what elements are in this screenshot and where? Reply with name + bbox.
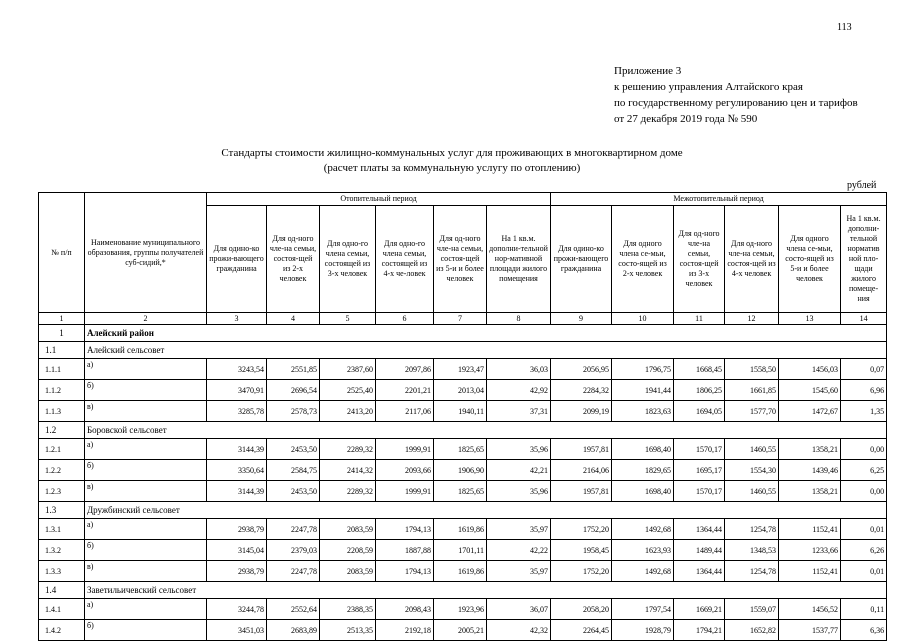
table-cell: 1254,78	[725, 519, 779, 540]
col-header-heating: На 1 кв.м. дополни-тельной нор-мативной площади жилого помещения	[487, 206, 551, 313]
table-cell: 0,01	[841, 561, 887, 582]
table-cell: 1940,11	[434, 401, 487, 422]
row-code: 1.1.3	[39, 401, 85, 422]
table-cell: 1492,68	[612, 561, 674, 582]
table-body	[39, 325, 887, 641]
appendix-line: по государственному регулированию цен и тарифов	[614, 97, 858, 109]
table-cell: 1152,41	[779, 519, 841, 540]
table-cell: 2578,73	[267, 401, 320, 422]
table-cell: 2289,32	[320, 481, 376, 502]
table-cell: 2683,89	[267, 620, 320, 641]
table-cell: 6,25	[841, 460, 887, 481]
row-code: 1.3.2	[39, 540, 85, 561]
row-label: в)	[85, 481, 207, 502]
table-cell: 2525,40	[320, 380, 376, 401]
col-header-number: № п/п	[39, 193, 85, 313]
table-cell: 36,07	[487, 599, 551, 620]
table-cell: 2192,18	[376, 620, 434, 641]
table-cell: 2056,95	[551, 359, 612, 380]
column-number: 12	[725, 313, 779, 325]
table-cell: 2097,86	[376, 359, 434, 380]
table-cell: 1545,60	[779, 380, 841, 401]
table-cell: 1825,65	[434, 481, 487, 502]
table-cell: 1957,81	[551, 439, 612, 460]
table-cell: 3350,64	[207, 460, 267, 481]
appendix-line: к решению управления Алтайского края	[614, 81, 803, 93]
heating-period-header: Отопительный период	[207, 193, 551, 206]
table-cell: 3470,91	[207, 380, 267, 401]
table-cell: 3244,78	[207, 599, 267, 620]
col-header-off: На 1 кв.м. дополни-тельной норматив ной пло-щади жилого помеще-ния	[841, 206, 887, 313]
appendix-note	[614, 63, 858, 127]
table-cell: 42,22	[487, 540, 551, 561]
table-cell: 1701,11	[434, 540, 487, 561]
table-cell: 2551,85	[267, 359, 320, 380]
group-row	[39, 502, 887, 519]
row-code: 1.2.3	[39, 481, 85, 502]
column-number-row	[39, 313, 887, 325]
col-header-off: Для одного члена се-мьи, состо-ящей из 2-х человек	[612, 206, 674, 313]
table-cell: 2414,32	[320, 460, 376, 481]
group-name: Боровской сельсовет	[85, 422, 887, 439]
row-label: а)	[85, 359, 207, 380]
table-cell: 1752,20	[551, 519, 612, 540]
row-label: б)	[85, 540, 207, 561]
column-number: 4	[267, 313, 320, 325]
table-cell: 1794,13	[376, 519, 434, 540]
table-cell: 2453,50	[267, 439, 320, 460]
table-cell: 6,96	[841, 380, 887, 401]
table-cell: 2247,78	[267, 561, 320, 582]
table-cell: 1668,45	[674, 359, 725, 380]
table-row	[39, 401, 887, 422]
table-cell: 1456,52	[779, 599, 841, 620]
row-code: 1.2.1	[39, 439, 85, 460]
table-cell: 1570,17	[674, 439, 725, 460]
table-cell: 2083,59	[320, 561, 376, 582]
group-code: 1.1	[39, 342, 85, 359]
table-cell: 0,07	[841, 359, 887, 380]
table-cell: 1489,44	[674, 540, 725, 561]
group-name: Алейский сельсовет	[85, 342, 887, 359]
table-cell: 1652,82	[725, 620, 779, 641]
table-cell: 1348,53	[725, 540, 779, 561]
col-header-heating: Для од-ного чле-на семьи, состоя-щей из 2-х человек	[267, 206, 320, 313]
row-code: 1.4.2	[39, 620, 85, 641]
table-cell: 1999,91	[376, 481, 434, 502]
table-row	[39, 599, 887, 620]
table-cell: 2013,04	[434, 380, 487, 401]
table-cell: 2938,79	[207, 561, 267, 582]
table-cell: 1364,44	[674, 561, 725, 582]
table-cell: 1669,21	[674, 599, 725, 620]
col-header-off: Для од-ного чле-на семьи, состоя-щей из 4-х человек	[725, 206, 779, 313]
district-name: Алейский район	[85, 325, 887, 342]
table-cell: 1358,21	[779, 439, 841, 460]
row-code: 1.3.1	[39, 519, 85, 540]
group-code: 1.4	[39, 582, 85, 599]
row-label: б)	[85, 460, 207, 481]
table-cell: 2289,32	[320, 439, 376, 460]
table-cell: 1796,75	[612, 359, 674, 380]
column-number: 6	[376, 313, 434, 325]
table-cell: 1619,86	[434, 519, 487, 540]
column-number: 9	[551, 313, 612, 325]
table-cell: 42,92	[487, 380, 551, 401]
table-cell: 1806,25	[674, 380, 725, 401]
table-cell: 2005,21	[434, 620, 487, 641]
group-name: Заветильичевский сельсовет	[85, 582, 887, 599]
table-cell: 0,00	[841, 481, 887, 502]
district-code: 1	[39, 325, 85, 342]
group-row	[39, 342, 887, 359]
table-cell: 6,36	[841, 620, 887, 641]
table-cell: 1492,68	[612, 519, 674, 540]
table-cell: 2413,20	[320, 401, 376, 422]
table-cell: 2264,45	[551, 620, 612, 641]
table-cell: 6,26	[841, 540, 887, 561]
col-header-heating: Для одино-ко прожи-вающего гражданина	[207, 206, 267, 313]
subtitle-line: (расчет платы за коммунальную услугу по отоплению)	[323, 162, 581, 174]
table-cell: 2247,78	[267, 519, 320, 540]
table-cell: 35,96	[487, 439, 551, 460]
table-cell: 2093,66	[376, 460, 434, 481]
table-row	[39, 460, 887, 481]
table-cell: 1460,55	[725, 481, 779, 502]
table-cell: 1794,13	[376, 561, 434, 582]
table-row	[39, 439, 887, 460]
table-cell: 3451,03	[207, 620, 267, 641]
table-cell: 1999,91	[376, 439, 434, 460]
group-code: 1.2	[39, 422, 85, 439]
column-number: 10	[612, 313, 674, 325]
column-number: 2	[85, 313, 207, 325]
table-cell: 1233,66	[779, 540, 841, 561]
table-cell: 2379,03	[267, 540, 320, 561]
district-row	[39, 325, 887, 342]
table-cell: 0,11	[841, 599, 887, 620]
table-cell: 2098,43	[376, 599, 434, 620]
table-cell: 1152,41	[779, 561, 841, 582]
column-number: 7	[434, 313, 487, 325]
table-cell: 1,35	[841, 401, 887, 422]
table-cell: 2453,50	[267, 481, 320, 502]
document-title	[0, 146, 904, 176]
column-number: 14	[841, 313, 887, 325]
table-cell: 1619,86	[434, 561, 487, 582]
table-row	[39, 620, 887, 641]
table-cell: 1254,78	[725, 561, 779, 582]
table-cell: 1559,07	[725, 599, 779, 620]
table-cell: 1797,54	[612, 599, 674, 620]
column-number: 11	[674, 313, 725, 325]
column-number: 13	[779, 313, 841, 325]
table-row	[39, 540, 887, 561]
row-code: 1.2.2	[39, 460, 85, 481]
table-cell: 1829,65	[612, 460, 674, 481]
row-label: а)	[85, 599, 207, 620]
row-label: а)	[85, 439, 207, 460]
table-cell: 35,97	[487, 561, 551, 582]
table-cell: 1460,55	[725, 439, 779, 460]
table-cell: 1794,21	[674, 620, 725, 641]
table-cell: 3285,78	[207, 401, 267, 422]
row-label: а)	[85, 519, 207, 540]
table-row	[39, 519, 887, 540]
table-cell: 1623,93	[612, 540, 674, 561]
col-header-heating: Для од-ного чле-на семьи, состоя-щей из 5-и и более человек	[434, 206, 487, 313]
table-cell: 1958,45	[551, 540, 612, 561]
standards-table	[38, 192, 887, 641]
table-cell: 1698,40	[612, 481, 674, 502]
table-cell: 1358,21	[779, 481, 841, 502]
table-cell: 3144,39	[207, 439, 267, 460]
table-row	[39, 359, 887, 380]
table-cell: 1941,44	[612, 380, 674, 401]
table-row	[39, 561, 887, 582]
table-row	[39, 380, 887, 401]
row-label: в)	[85, 561, 207, 582]
table-cell: 1906,90	[434, 460, 487, 481]
table-cell: 2552,64	[267, 599, 320, 620]
table-cell: 1570,17	[674, 481, 725, 502]
table-cell: 2117,06	[376, 401, 434, 422]
table-cell: 1456,03	[779, 359, 841, 380]
table-cell: 1752,20	[551, 561, 612, 582]
table-cell: 2083,59	[320, 519, 376, 540]
col-header-heating: Для одно-го члена семьи, состоящей из 3-х человек	[320, 206, 376, 313]
appendix-line: от 27 декабря 2019 года № 590	[614, 113, 758, 125]
off-period-header: Межотопительный период	[551, 193, 887, 206]
table-cell: 36,03	[487, 359, 551, 380]
table-cell: 35,97	[487, 519, 551, 540]
col-header-off: Для одного члена се-мьи, состо-ящей из 5-и и более человек	[779, 206, 841, 313]
table-cell: 2208,59	[320, 540, 376, 561]
table-cell: 2284,32	[551, 380, 612, 401]
table-cell: 1823,63	[612, 401, 674, 422]
table-cell: 1439,46	[779, 460, 841, 481]
col-header-off: Для од-ного чле-на семьи, состоя-щей из 3-х человек	[674, 206, 725, 313]
table-cell: 1698,40	[612, 439, 674, 460]
column-number: 5	[320, 313, 376, 325]
table-cell: 3144,39	[207, 481, 267, 502]
table-cell: 1695,17	[674, 460, 725, 481]
table-cell: 2099,19	[551, 401, 612, 422]
table-cell: 37,31	[487, 401, 551, 422]
table-cell: 1364,44	[674, 519, 725, 540]
group-name: Дружбинский сельсовет	[85, 502, 887, 519]
col-header-off: Для одино-ко прожи-вающего гражданина	[551, 206, 612, 313]
table-cell: 2938,79	[207, 519, 267, 540]
table-cell: 1923,47	[434, 359, 487, 380]
group-row	[39, 582, 887, 599]
table-cell: 42,32	[487, 620, 551, 641]
table-cell: 1923,96	[434, 599, 487, 620]
table-cell: 1694,05	[674, 401, 725, 422]
column-number: 8	[487, 313, 551, 325]
row-label: б)	[85, 620, 207, 641]
table-cell: 1825,65	[434, 439, 487, 460]
group-code: 1.3	[39, 502, 85, 519]
table-cell: 2164,06	[551, 460, 612, 481]
table-cell: 1537,77	[779, 620, 841, 641]
table-cell: 2696,54	[267, 380, 320, 401]
row-code: 1.1.1	[39, 359, 85, 380]
table-cell: 1887,88	[376, 540, 434, 561]
title-line: Стандарты стоимости жилищно-коммунальных услуг для проживающих в многоквартирном доме	[221, 147, 683, 159]
table-cell: 1661,85	[725, 380, 779, 401]
col-header-heating: Для одно-го члена семьи, состоящей из 4-х че-ловек	[376, 206, 434, 313]
column-number: 1	[39, 313, 85, 325]
table-cell: 2387,60	[320, 359, 376, 380]
table-cell: 0,01	[841, 519, 887, 540]
table-cell: 1554,30	[725, 460, 779, 481]
table-cell: 1558,50	[725, 359, 779, 380]
row-code: 1.3.3	[39, 561, 85, 582]
table-cell: 2584,75	[267, 460, 320, 481]
row-code: 1.4.1	[39, 599, 85, 620]
table-cell: 2058,20	[551, 599, 612, 620]
table-row	[39, 481, 887, 502]
group-row	[39, 422, 887, 439]
table-cell: 3243,54	[207, 359, 267, 380]
table-cell: 1472,67	[779, 401, 841, 422]
table-cell: 1957,81	[551, 481, 612, 502]
table-cell: 1928,79	[612, 620, 674, 641]
table-cell: 1577,70	[725, 401, 779, 422]
table-cell: 0,00	[841, 439, 887, 460]
row-label: б)	[85, 380, 207, 401]
table-cell: 3145,04	[207, 540, 267, 561]
column-number: 3	[207, 313, 267, 325]
row-label: в)	[85, 401, 207, 422]
currency-unit: рублей	[847, 180, 877, 191]
col-header-name: Наименование муниципального образования, группы получателей суб-сидий,*	[85, 193, 207, 313]
appendix-line: Приложение 3	[614, 65, 682, 77]
page-number: 113	[837, 22, 852, 33]
table-cell: 2388,35	[320, 599, 376, 620]
row-code: 1.1.2	[39, 380, 85, 401]
table-cell: 2513,35	[320, 620, 376, 641]
table-cell: 42,21	[487, 460, 551, 481]
table-cell: 35,96	[487, 481, 551, 502]
table-cell: 2201,21	[376, 380, 434, 401]
